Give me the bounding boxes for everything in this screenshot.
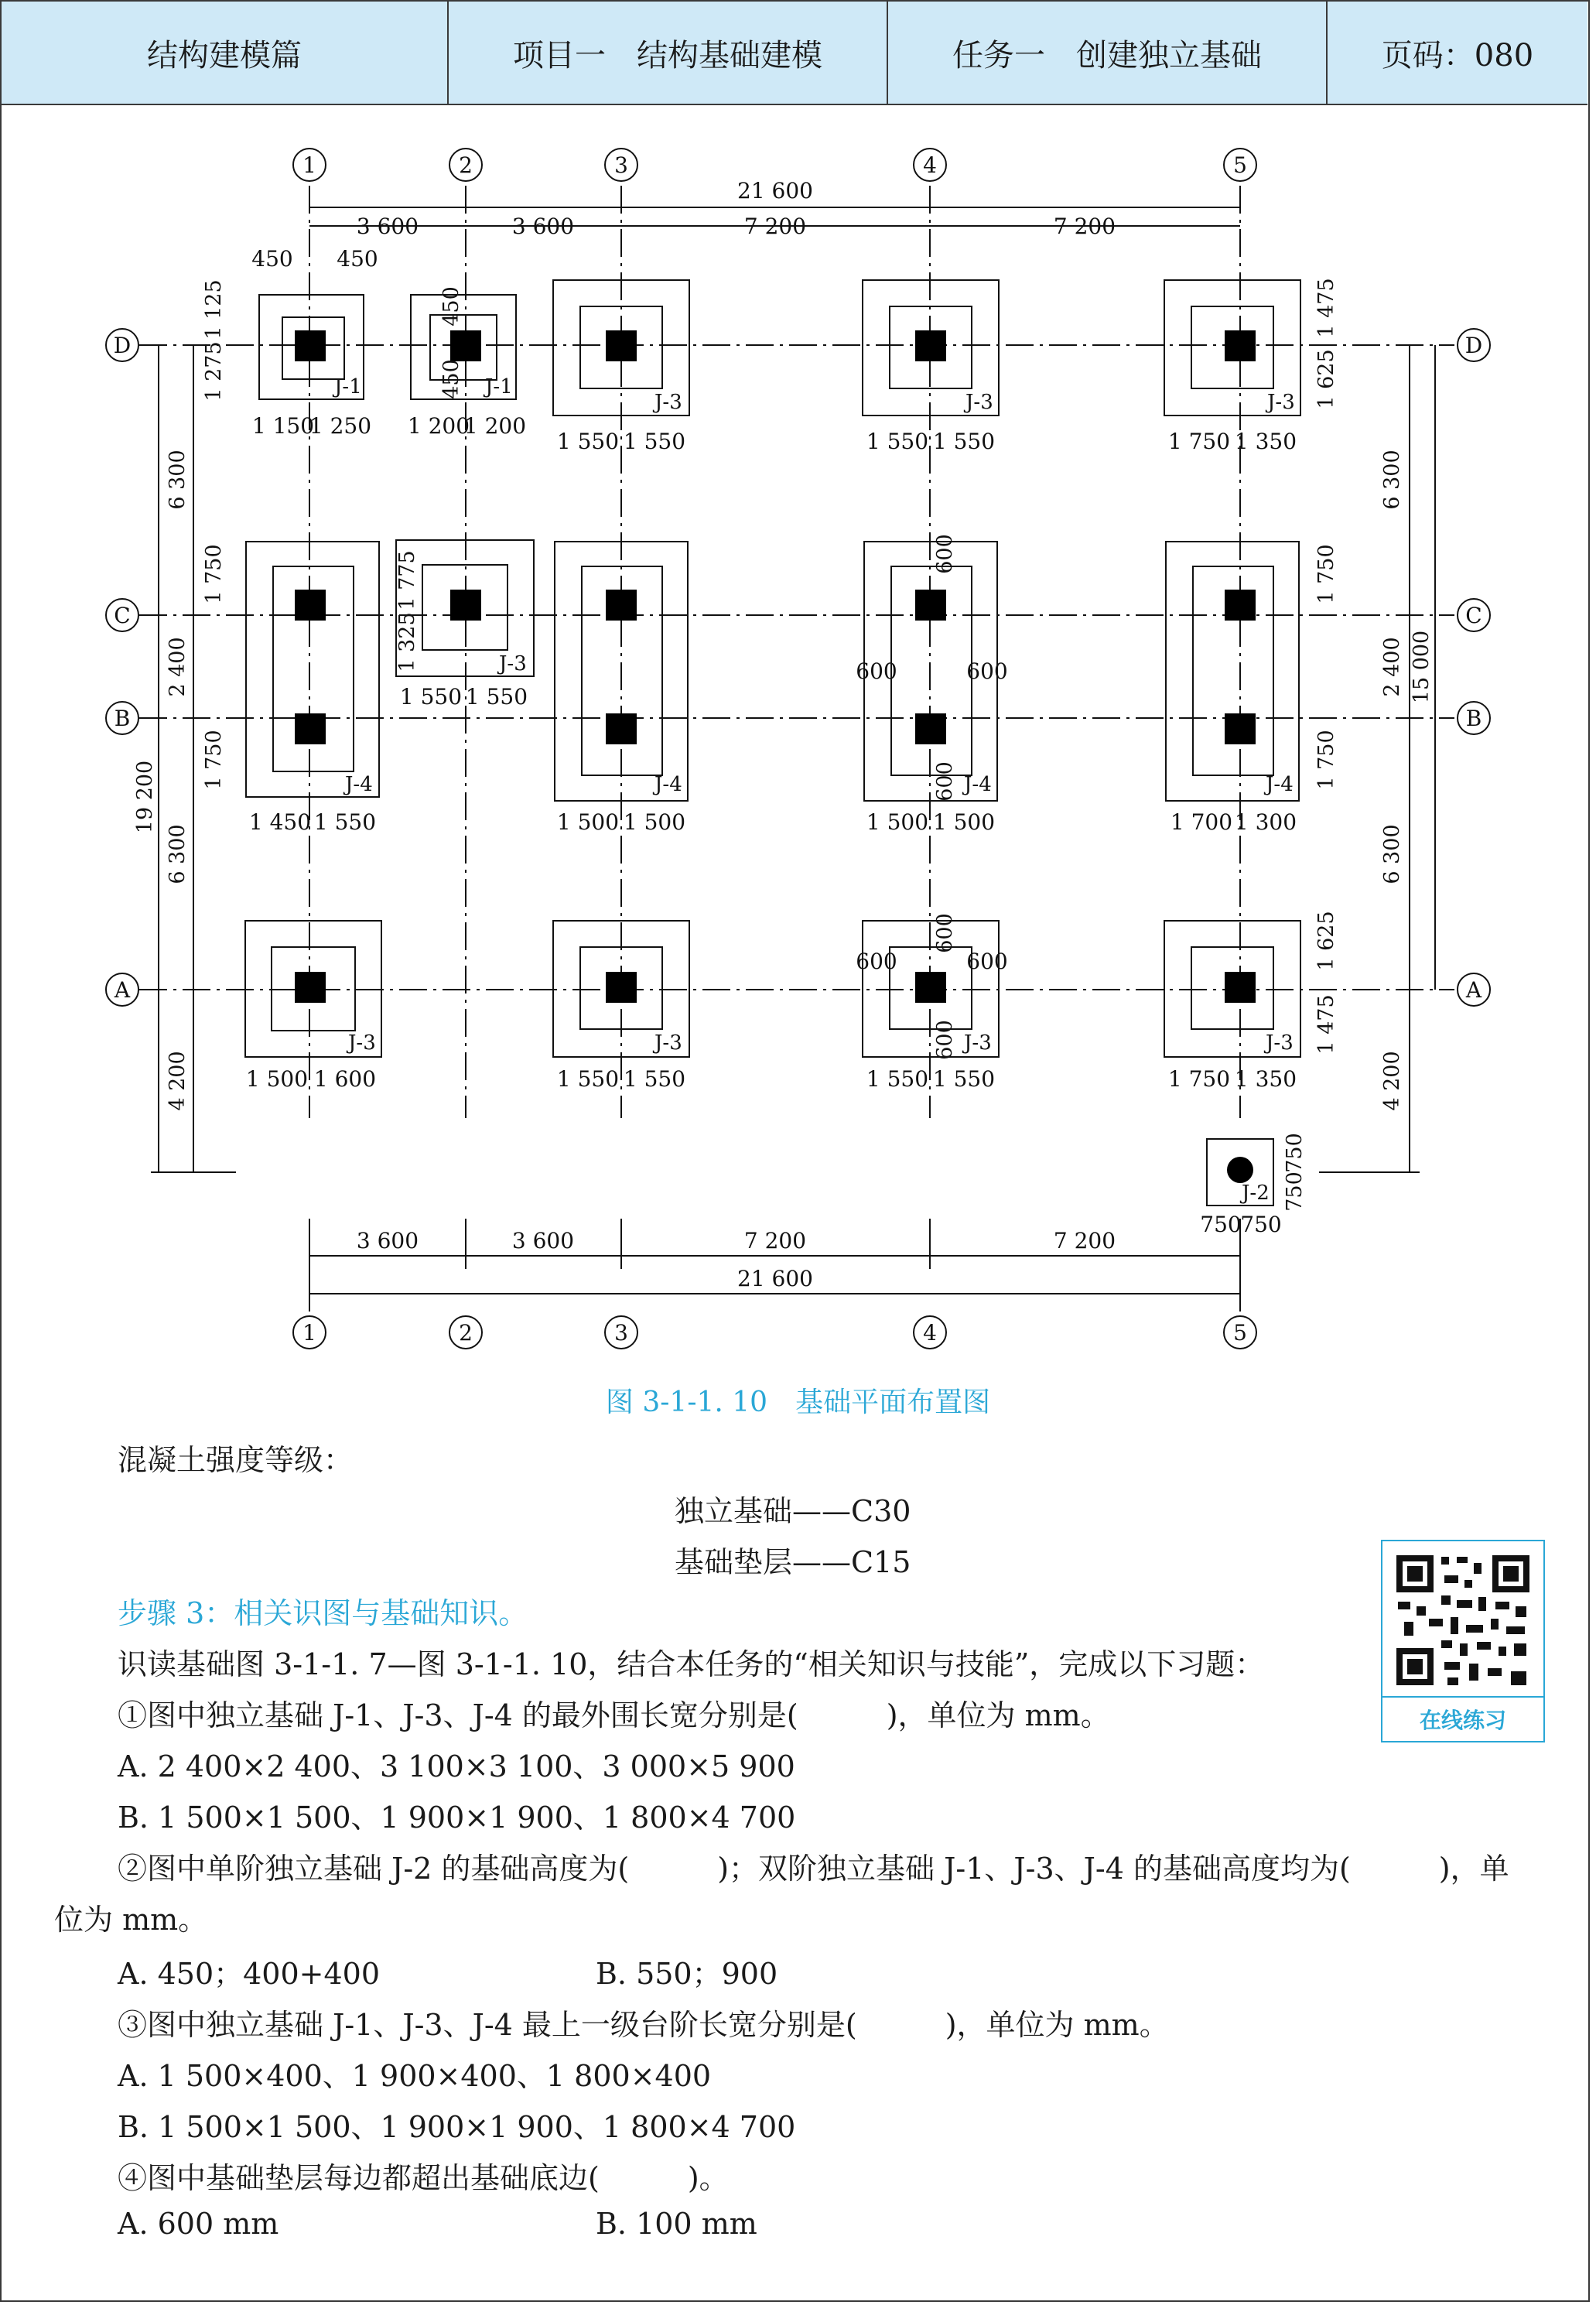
dim-d3-1550-b: 1 550 <box>623 429 686 454</box>
question-1: ①图中独立基础 J-1、J-3、J-4 的最外围长宽分别是( )，单位为 mm。 <box>118 1698 1110 1732</box>
axis-label-3-top: 3 <box>614 152 628 178</box>
dim-b1-1750: 1 750 <box>202 730 226 790</box>
dim-d3-1550-a: 1 550 <box>556 429 620 454</box>
axis-label-5-bottom: 5 <box>1233 1320 1247 1346</box>
dim-b5-1750: 1 750 <box>1314 730 1338 790</box>
concrete-cushion: 基础垫层——C15 <box>675 1545 911 1579</box>
dim-1125: 1 125 <box>202 279 226 340</box>
dim-bottom-total: 21 600 <box>737 1266 813 1291</box>
dim-d5-1750: 1 750 <box>1167 429 1231 454</box>
dim-top-span-2: 3 600 <box>511 214 575 239</box>
dim-a4-1550-b: 1 550 <box>932 1066 996 1092</box>
dim-c4-1500-a: 1 500 <box>866 809 929 835</box>
dim-a5-1350: 1 350 <box>1234 1066 1297 1092</box>
label-j1-a: J-1 <box>334 375 362 398</box>
foundation-plan-drawing <box>0 116 1596 1370</box>
dim-left-total: 19 200 <box>133 760 157 834</box>
dim-top-span-4: 7 200 <box>1053 214 1116 239</box>
label-j3-c2: J-3 <box>499 652 527 675</box>
dim-j1-450-b: 450 <box>337 246 378 272</box>
dim-1200-b: 1 200 <box>463 413 527 439</box>
dim-600-c4-left: 600 <box>856 658 897 684</box>
header-project: 项目一 结构基础建模 <box>449 2 888 104</box>
axis-label-c-right: C <box>1465 603 1482 628</box>
concrete-footing: 独立基础——C30 <box>675 1494 911 1528</box>
axis-label-5-top: 5 <box>1233 152 1247 178</box>
question-2-option-b: B. 550；900 <box>596 1957 778 1991</box>
dim-d5-1475: 1 475 <box>1314 278 1338 338</box>
dim-d4-1550-a: 1 550 <box>866 429 929 454</box>
label-j4-4: J-4 <box>964 773 992 796</box>
dim-right-2400: 2 400 <box>1380 637 1404 697</box>
dim-600-c4-right: 600 <box>966 658 1008 684</box>
dim-1550-j4: 1 550 <box>313 809 377 835</box>
dim-j2-750-b: 750 <box>1240 1212 1282 1237</box>
dim-a1-1500: 1 500 <box>245 1066 309 1092</box>
dim-a5-1750: 1 750 <box>1167 1066 1231 1092</box>
dim-a4-1550-a: 1 550 <box>866 1066 929 1092</box>
dim-bottom-span-4: 7 200 <box>1053 1228 1116 1253</box>
dim-c2-1550-b: 1 550 <box>465 684 528 710</box>
figure-caption: 图 3-1-1. 10 基础平面布置图 <box>605 1387 991 1418</box>
question-3-option-b: B. 1 500×1 500、1 900×1 900、1 800×4 700 <box>118 2110 796 2144</box>
dim-d4-1550-b: 1 550 <box>932 429 996 454</box>
axis-label-3-bottom: 3 <box>614 1320 628 1346</box>
dim-bottom-span-2: 3 600 <box>511 1228 575 1253</box>
question-4-option-a: A. 600 mm <box>118 2207 279 2241</box>
dim-600-a4-right: 600 <box>966 949 1008 974</box>
header-task: 任务一 创建独立基础 <box>888 2 1328 104</box>
dim-left-6300-b: 6 300 <box>166 824 190 884</box>
question-3: ③图中独立基础 J-1、J-3、J-4 最上一级台阶长宽分别是( )，单位为 mm。 <box>118 2008 1169 2042</box>
question-2-continued: 位为 mm。 <box>54 1903 208 1937</box>
dim-c3-1500-b: 1 500 <box>623 809 686 835</box>
label-j3-a1: J-3 <box>348 1031 376 1055</box>
axis-label-a-left: A <box>114 977 131 1003</box>
label-j3-d4: J-3 <box>965 391 993 414</box>
dim-j1-450-a: 450 <box>251 246 293 272</box>
question-4-option-b: B. 100 mm <box>596 2207 757 2241</box>
dim-c4-600-top: 600 <box>933 534 957 574</box>
header-section: 结构建模篇 <box>2 2 449 104</box>
dim-right-6300-b: 6 300 <box>1380 824 1404 884</box>
label-j4-3: J-4 <box>654 773 682 796</box>
dim-a5-1625: 1 625 <box>1314 911 1338 971</box>
online-practice-label: 在线练习 <box>1382 1696 1543 1741</box>
dim-1200-a: 1 200 <box>407 413 470 439</box>
axis-label-1-top: 1 <box>302 152 316 178</box>
axis-label-a-right: A <box>1465 977 1482 1003</box>
axis-label-c-left: C <box>114 603 131 628</box>
dim-1275: 1 275 <box>202 341 226 402</box>
dim-c1-1750: 1 750 <box>202 544 226 604</box>
dim-left-4200: 4 200 <box>166 1051 190 1111</box>
dim-a4-600-bottom: 600 <box>933 1020 957 1060</box>
question-1-option-a: A. 2 400×2 400、3 100×3 100、3 000×5 900 <box>118 1749 795 1783</box>
dim-left-6300-a: 6 300 <box>166 450 190 510</box>
dim-right-total: 15 000 <box>1410 630 1434 704</box>
dim-1700: 1 700 <box>1170 809 1233 835</box>
question-2-option-a: A. 450；400+400 <box>118 1957 381 1991</box>
dim-c2-1550-a: 1 550 <box>399 684 463 710</box>
axis-label-d-left: D <box>113 333 132 358</box>
dim-1150: 1 150 <box>251 413 315 439</box>
online-practice-qr[interactable] <box>1381 1540 1545 1742</box>
label-j2: J-2 <box>1242 1182 1270 1205</box>
dim-j2-750-d: 750 <box>1283 1171 1307 1212</box>
label-j3-a5: J-3 <box>1266 1031 1294 1055</box>
label-j3-a3: J-3 <box>654 1031 682 1055</box>
dim-b4-600-bottom: 600 <box>933 761 957 802</box>
axis-label-1-bottom: 1 <box>302 1320 316 1346</box>
intro-text: 识读基础图 3-1-1. 7—图 3-1-1. 10，结合本任务的“相关知识与技能”，完成以下习题： <box>118 1647 1265 1681</box>
label-j4-5: J-4 <box>1266 773 1294 796</box>
dim-j1b-450-a: 450 <box>439 286 463 327</box>
dim-d5-1350: 1 350 <box>1234 429 1297 454</box>
dim-c3-1500-a: 1 500 <box>556 809 620 835</box>
dim-bottom-span-1: 3 600 <box>356 1228 419 1253</box>
label-j3-d5: J-3 <box>1267 391 1295 414</box>
dim-j2-750-c: 750 <box>1283 1133 1307 1173</box>
dim-a3-1550-a: 1 550 <box>556 1066 620 1092</box>
label-j3-a4: J-3 <box>964 1031 992 1055</box>
dim-a3-1550-b: 1 550 <box>623 1066 686 1092</box>
dim-d5-1625: 1 625 <box>1314 349 1338 409</box>
axis-label-4-bottom: 4 <box>923 1320 937 1346</box>
question-1-option-b: B. 1 500×1 500、1 900×1 900、1 800×4 700 <box>118 1801 796 1835</box>
dim-a4-600-top: 600 <box>933 913 957 953</box>
question-2: ②图中单阶独立基础 J-2 的基础高度为( )；双阶独立基础 J-1、J-3、J-4 的基础高度均为( )，单 <box>118 1852 1509 1886</box>
dim-1325: 1 325 <box>395 612 419 672</box>
dim-right-6300-a: 6 300 <box>1380 450 1404 510</box>
dim-top-span-1: 3 600 <box>356 214 419 239</box>
question-3-option-a: A. 1 500×400、1 900×400、1 800×400 <box>118 2059 712 2093</box>
dim-1300: 1 300 <box>1234 809 1297 835</box>
dim-left-2400: 2 400 <box>166 637 190 697</box>
label-j3-d3: J-3 <box>654 391 682 414</box>
dim-600-a4-left: 600 <box>856 949 897 974</box>
dim-1450: 1 450 <box>248 809 312 835</box>
dim-top-span-3: 7 200 <box>743 214 807 239</box>
dim-1775: 1 775 <box>395 550 419 610</box>
step-3-heading: 步骤 3：相关识图与基础知识。 <box>118 1596 528 1630</box>
axis-grid <box>139 186 1454 1118</box>
columns <box>295 330 1256 1183</box>
dim-right-4200: 4 200 <box>1380 1051 1404 1111</box>
dim-c4-1500-b: 1 500 <box>932 809 996 835</box>
dim-a1-1600: 1 600 <box>313 1066 377 1092</box>
axis-label-4-top: 4 <box>923 152 937 178</box>
dim-1250: 1 250 <box>309 413 372 439</box>
dim-j1b-450-b: 450 <box>439 359 463 399</box>
axis-label-b-right: B <box>1465 706 1482 731</box>
axis-label-b-left: B <box>114 706 131 731</box>
label-j4-1: J-4 <box>345 773 373 796</box>
axis-label-2-top: 2 <box>459 152 473 178</box>
dim-j2-750-a: 750 <box>1200 1212 1242 1237</box>
qr-code-icon <box>1382 1541 1543 1696</box>
dim-c5-1750: 1 750 <box>1314 544 1338 604</box>
header-page-number: 页码：080 <box>1381 37 1534 74</box>
concrete-title: 混凝土强度等级： <box>118 1443 354 1477</box>
label-j1-b: J-1 <box>485 375 513 398</box>
axis-label-2-bottom: 2 <box>459 1320 473 1346</box>
dim-a5-1475: 1 475 <box>1314 994 1338 1055</box>
dim-bottom-span-3: 7 200 <box>743 1228 807 1253</box>
page-header <box>2 2 1587 105</box>
dim-top-total: 21 600 <box>737 178 813 203</box>
question-4: ④图中基础垫层每边都超出基础底边( )。 <box>118 2161 729 2195</box>
axis-label-d-right: D <box>1464 333 1483 358</box>
